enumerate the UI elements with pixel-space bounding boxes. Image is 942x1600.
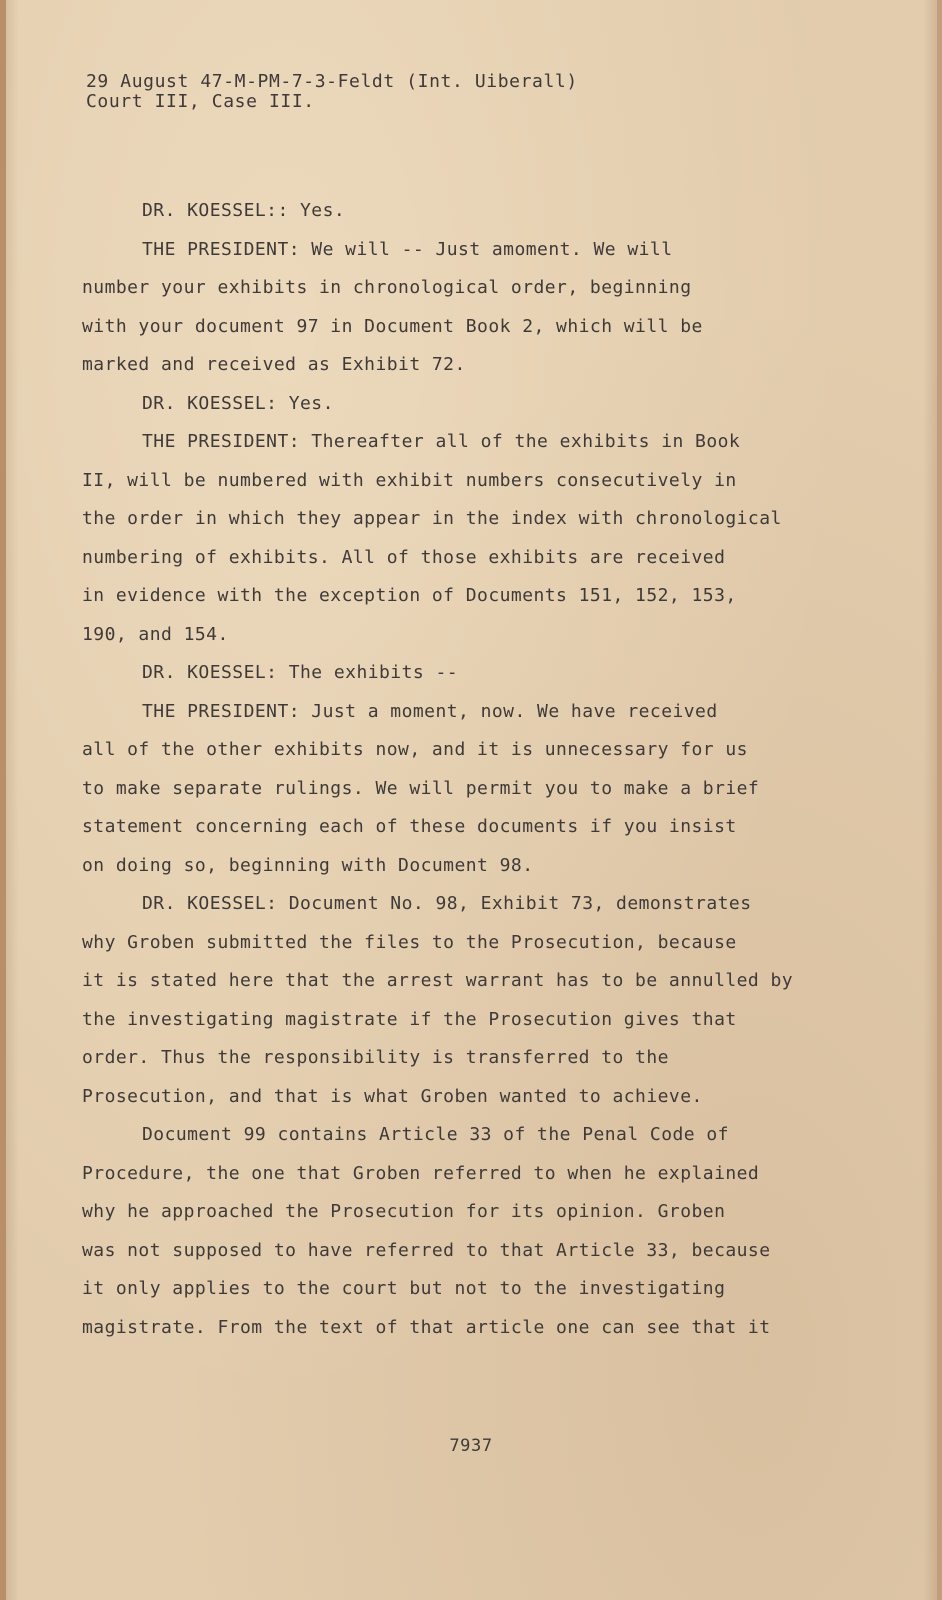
text-line: II, will be numbered with exhibit numbers consecutively in [82, 469, 737, 491]
text-line: statement concerning each of these documents if you insist [82, 816, 737, 837]
header-line-1: 29 August 47-M-PM-7-3-Feldt (Int. Uiberall) [86, 71, 578, 92]
text-line: THE PRESIDENT: Thereafter all of the exhibits in Book [142, 431, 741, 452]
text-line: with your document 97 in Document Book 2, which will be [82, 315, 703, 337]
page-edge-left [0, 0, 6, 1600]
transcript-body [82, 192, 862, 1347]
paragraph [82, 423, 862, 654]
text-line: magistrate. From the text of that article one can see that it [82, 1316, 771, 1338]
text-line: why Groben submitted the files to the Prosecution, because [82, 931, 737, 953]
text-line: numbering of exhibits. All of those exhibits are received [82, 546, 726, 568]
text-line: the order in which they appear in the index with chronological [82, 508, 782, 529]
text-line: to make separate rulings. We will permit you to make a brief [82, 777, 760, 799]
paragraph [82, 231, 862, 385]
text-line: 190, and 154. [82, 623, 229, 645]
text-line: the investigating magistrate if the Prosecution gives that [82, 1008, 737, 1030]
page-number: 7937 [449, 1436, 493, 1456]
paragraph [82, 385, 862, 424]
paragraph [82, 885, 862, 1116]
text-line: marked and received as Exhibit 72. [82, 354, 466, 375]
text-line: DR. KOESSEL: Document No. 98, Exhibit 73, demonstrates [142, 893, 752, 914]
text-line: why he approached the Prosecution for its opinion. Groben [82, 1201, 726, 1222]
text-line: THE PRESIDENT: Just a moment, now. We have received [142, 700, 718, 722]
paragraph [82, 1116, 862, 1347]
header-line-2: Court III, Case III. [86, 91, 315, 112]
text-line: THE PRESIDENT: We will -- Just amoment. We will [142, 238, 673, 260]
text-line: in evidence with the exception of Documents 151, 152, 153, [82, 585, 737, 606]
paragraph [82, 192, 862, 231]
document-header [86, 72, 578, 112]
text-line: order. Thus the responsibility is transferred to the [82, 1047, 669, 1068]
text-line: DR. KOESSEL: Yes. [142, 392, 334, 414]
text-line: Procedure, the one that Groben referred to when he explained [82, 1162, 760, 1184]
text-line: all of the other exhibits now, and it is unnecessary for us [82, 739, 748, 760]
text-line: it only applies to the court but not to the investigating [82, 1278, 726, 1299]
text-line: Prosecution, and that is what Groben wanted to achieve. [82, 1085, 703, 1107]
text-line: on doing so, beginning with Document 98. [82, 854, 534, 876]
text-line: DR. KOESSEL: The exhibits -- [142, 662, 459, 683]
text-line: was not supposed to have referred to that Article 33, because [82, 1239, 771, 1261]
paragraph [82, 654, 862, 693]
paragraph [82, 693, 862, 886]
text-line: it is stated here that the arrest warrant has to be annulled by [82, 970, 794, 991]
page-edge-right [937, 0, 942, 1600]
text-line: number your exhibits in chronological order, beginning [82, 277, 692, 298]
text-line: DR. KOESSEL:: Yes. [142, 200, 346, 221]
text-line: Document 99 contains Article 33 of the Penal Code of [142, 1124, 729, 1145]
